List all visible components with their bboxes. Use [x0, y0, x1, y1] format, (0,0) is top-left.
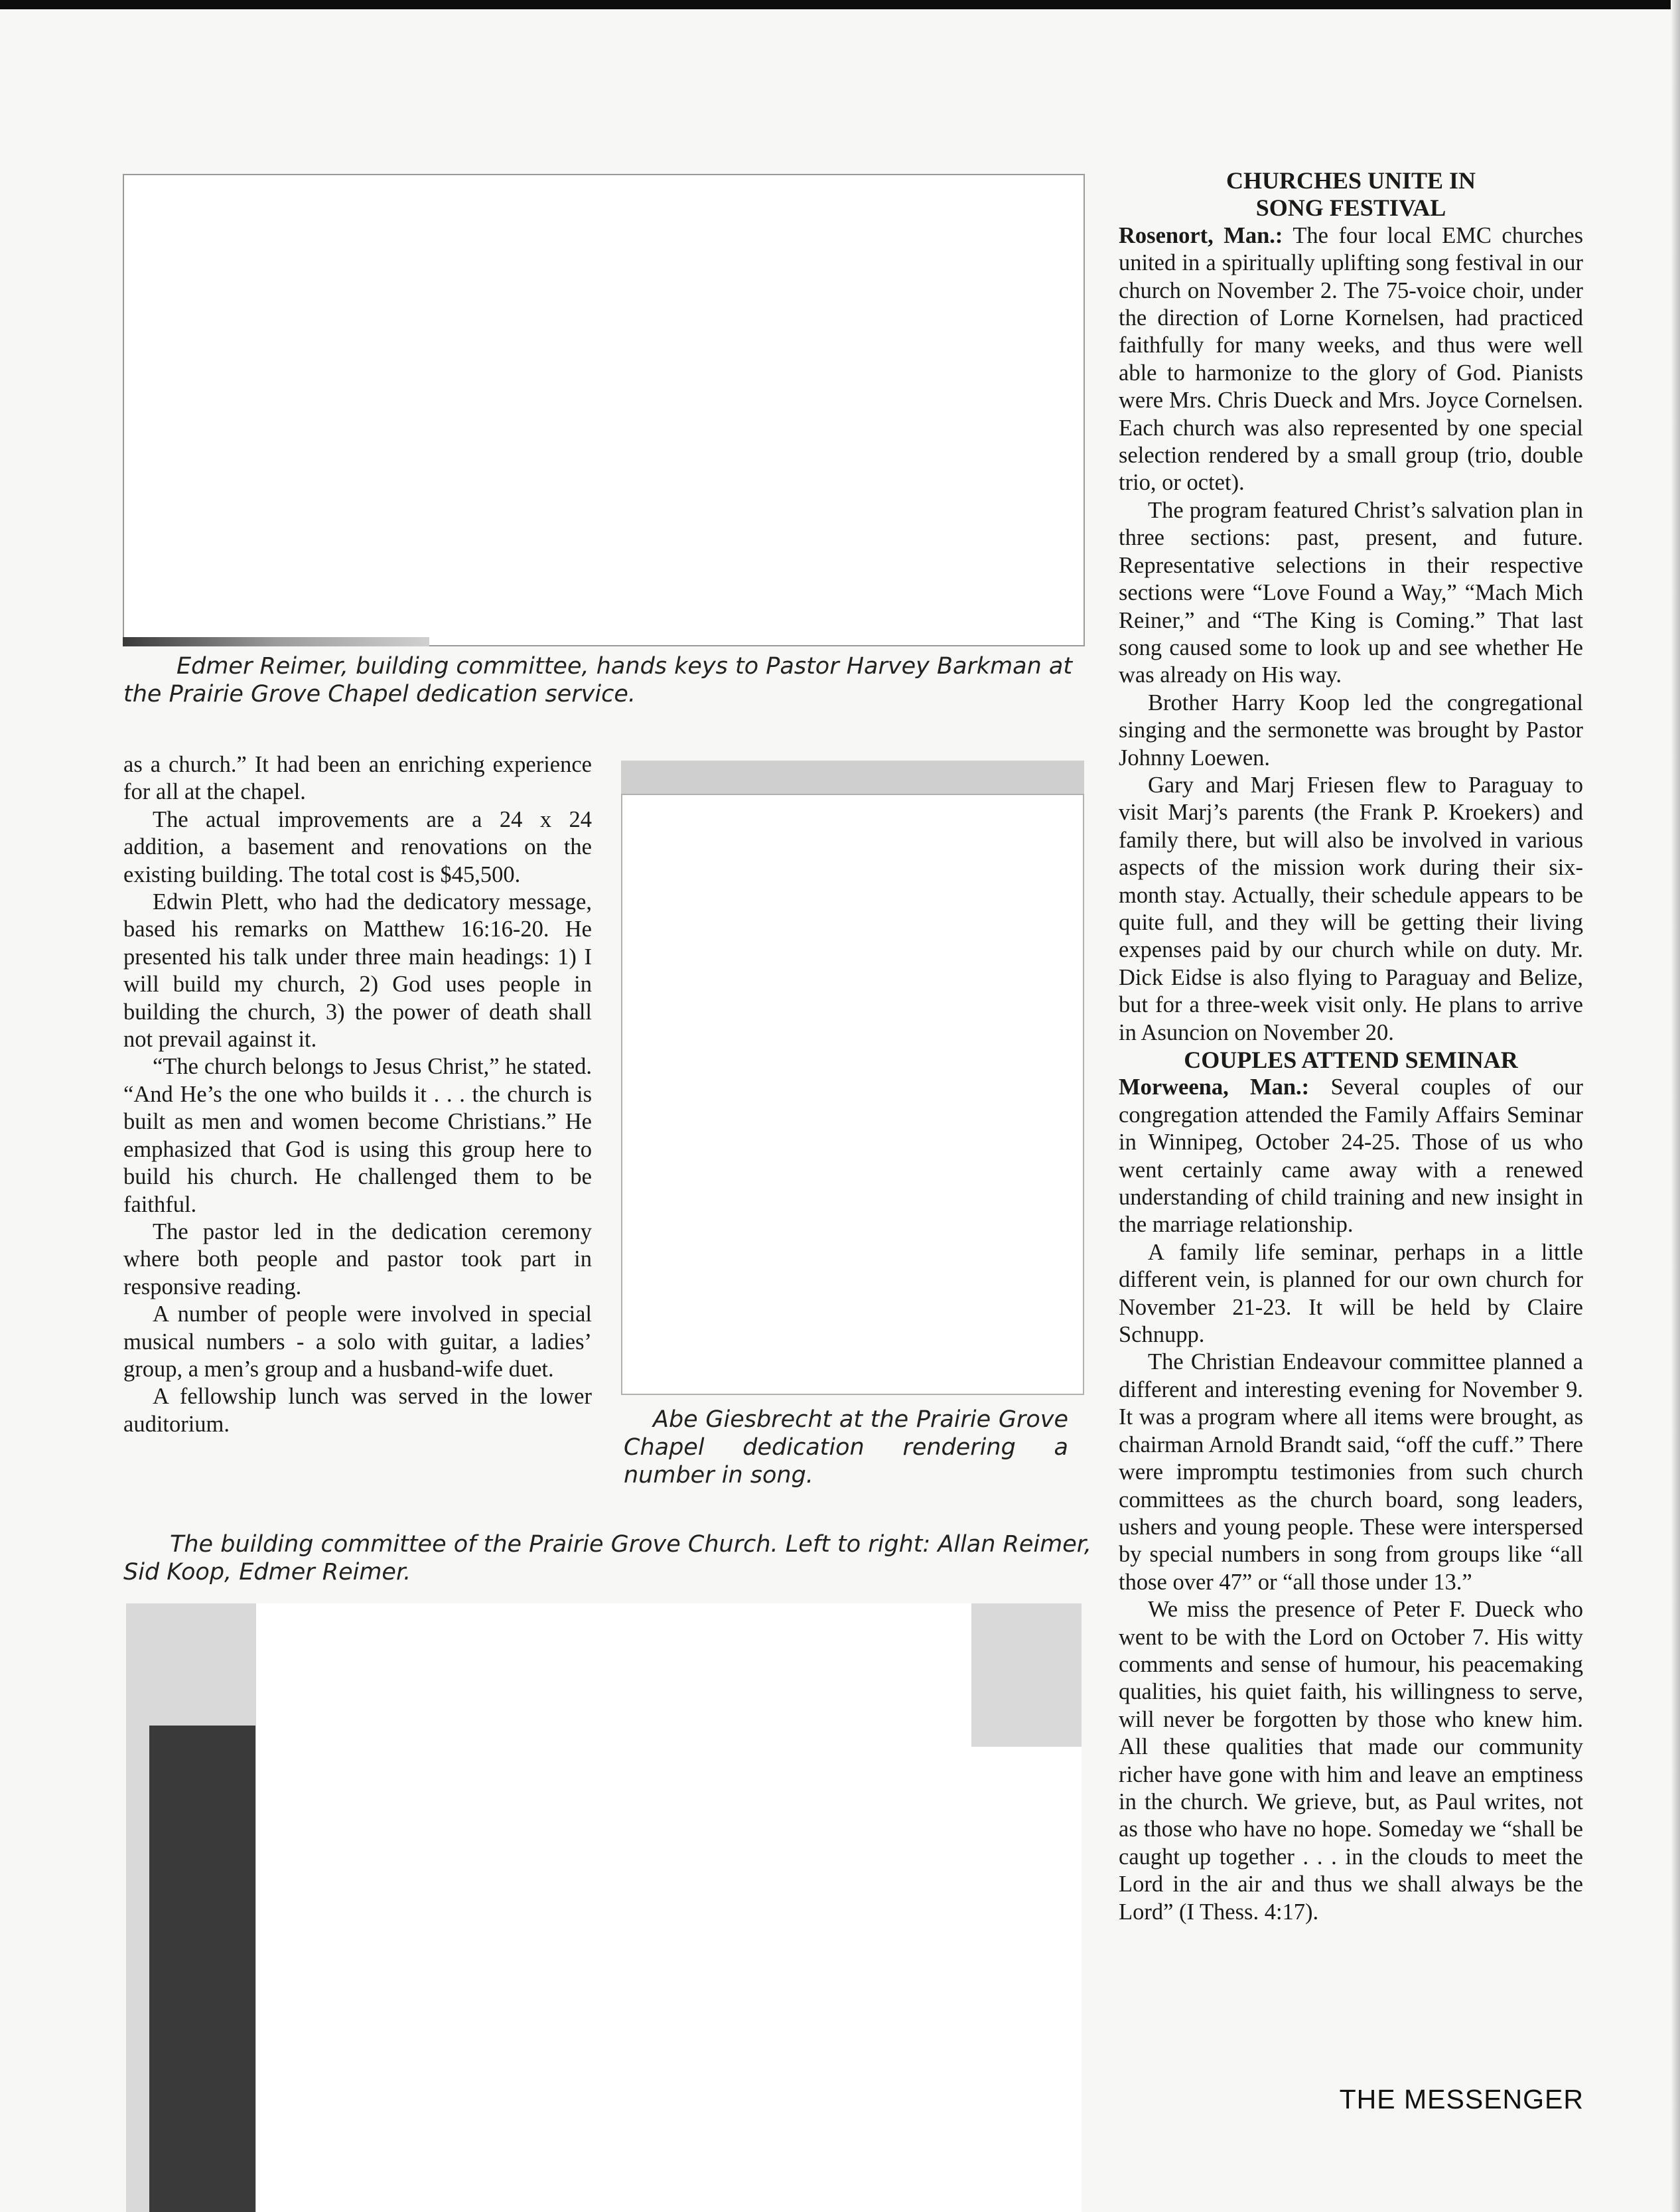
headline-couples-seminar: COUPLES ATTEND SEMINAR — [1184, 1047, 1518, 1073]
article2-dateline: Morweena, Man.: — [1119, 1074, 1310, 1100]
left-paragraph-6: A number of people were involved in special musical numbers - a solo with guitar, a ladies’ group, a men’s group and a husband-wife duet. — [123, 1301, 592, 1382]
article1-lead — [1119, 222, 1583, 497]
bottom-photo-door-dark — [149, 1726, 255, 2212]
left-paragraph-7: A fellowship lunch was served in the lower auditorium. — [123, 1384, 592, 1437]
left-paragraph-5: The pastor led in the dedication ceremony where both people and pastor took part in responsive reading. — [123, 1218, 592, 1299]
left-paragraph-4: “The church belongs to Jesus Christ,” he stated. “And He’s the one who builds it . . . the church is built as men and women become Christians.” He emphasized that God is using this group here to build his church. He challenged them to be faithful. — [123, 1054, 592, 1217]
left-article — [123, 751, 592, 1438]
article2-lead-text: Several couples of our congregation attended the Family Affairs Seminar in Winnipeg, October 24-25. Those of us who went certainly came away with a renewed understanding of child training and new insight in the marriage relationship. — [1119, 1074, 1583, 1238]
article1-paragraph-1: The program featured Christ’s salvation plan in three sections: past, present, and future. Representative selections in their respective sections were “Love Found a Way,” “Mach Mich Reiner,” and “The King is Coming.” That last song caused some to look up and see whether He was already on His way. — [1119, 497, 1583, 688]
scan-right-shadow — [1671, 0, 1680, 2212]
article1-paragraph-3: Gary and Marj Friesen flew to Paraguay to visit Marj’s parents (the Frank P. Kroekers) and family there, but will also be involved in various aspects of the mission work during their six-month stay. Actually, their schedule appears to be quite full, and they will be getting their living expenses paid by our church while on duty. Mr. Dick Eidse is also flying to Paraguay and Belize, but for a three-week visit only. He plans to arrive in Asuncion on November 20. — [1119, 772, 1583, 1045]
top-photo — [123, 174, 1085, 646]
left-paragraph-1: as a church.” It had been an enriching experience for all at the chapel. — [123, 752, 592, 805]
top-photo-visible-edge — [123, 637, 429, 646]
article2-paragraph-3: We miss the presence of Peter F. Dueck who went to be with the Lord on October 7. His witty comments and sense of humour, his peacemaking qualities, his quiet faith, his willingness to serve, will never be forgotten by those who knew him. All these qualities that made our community richer have gone with him and leave an emptiness in the church. We grieve, but, as Paul writes, not as those who have no hope. Someday we “shall be caught up together . . . in the clouds to meet the Lord in the air and thus we shall always be the Lord” (I Thess. 4:17). — [1119, 1597, 1583, 1925]
left-paragraph-2: The actual improvements are a 24 x 24 addition, a basement and renovations on the existing building. The total cost is $45,500. — [123, 806, 592, 887]
publication-name: THE MESSENGER — [1339, 2084, 1584, 2114]
middle-photo-top-band — [621, 761, 1084, 794]
article1-lead-text: The four local EMC churches united in a spiritually uplifting song festival in our church on November 2. The 75-voice choir, under the direction of Lorne Kornelsen, had practiced faithfully for many weeks, and thus were well able to harmonize to the glory of God. Pianists were Mrs. Chris Dueck and Mrs. Joyce Cornelsen. Each church was also represented by one special selection rendered by a small group (trio, double trio, or octet). — [1119, 222, 1583, 496]
bottom-photo-caption: The building committee of the Prairie Grove Church. Left to right: Allan Reimer, Sid Koop, Edmer Reimer. — [123, 1531, 1092, 1585]
top-photo-caption: Edmer Reimer, building committee, hands keys to Pastor Harvey Barkman at the Prairie Grove Chapel dedication service. — [123, 653, 1073, 707]
headline-churches-unite: CHURCHES UNITE IN SONG FESTIVAL — [1225, 167, 1476, 222]
bottom-photo-blank-lower — [971, 1747, 1082, 2212]
middle-photo — [621, 794, 1084, 1395]
right-column — [1119, 167, 1583, 1926]
article2-paragraph-1: A family life seminar, perhaps in a little different vein, is planned for our own church for November 21-23. It will be held by Claire Schnupp. — [1119, 1239, 1583, 1348]
article1-dateline: Rosenort, Man.: — [1119, 222, 1283, 248]
article1-paragraph-2: Brother Harry Koop led the congregational singing and the sermonette was brought by Pastor Johnny Loewen. — [1119, 690, 1583, 771]
bottom-photo-blank-area — [256, 1603, 971, 2212]
scan-top-border — [0, 0, 1680, 9]
article2-lead — [1119, 1074, 1583, 1238]
left-paragraph-3: Edwin Plett, who had the dedicatory message, based his remarks on Matthew 16:16-20. He presented his talk under three main headings: 1) I will build my church, 2) God uses people in building the church, 3) the power of death shall not prevail against it. — [123, 889, 592, 1053]
article2-paragraph-2: The Christian Endeavour committee planned a different and interesting evening for November 9. It was a program where all items were brought, as chairman Arnold Brandt said, “off the cuff.” There were impromptu testimonies from such church committees as the church board, song leaders, ushers and young people. These were interspersed by special numbers in song from groups like “all those over 47” or “all those under 13.” — [1119, 1349, 1583, 1595]
middle-photo-caption: Abe Giesbrecht at the Prairie Grove Chapel dedication rendering a number in song. — [624, 1406, 1068, 1489]
